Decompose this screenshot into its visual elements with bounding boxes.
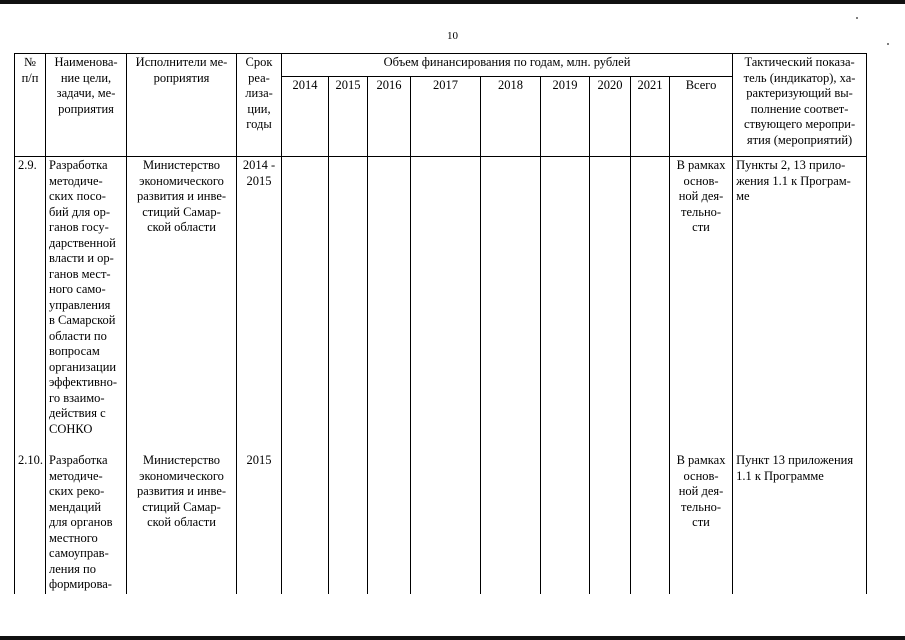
table-row [15,452,867,594]
row-year-cell [481,452,541,594]
row-year-cell [368,452,411,594]
row-year-cell [282,452,329,594]
row-term: 2014 - 2015 [237,157,282,439]
header-year: 2015 [329,77,368,157]
row-year-cell [590,452,631,594]
header-year: 2017 [411,77,481,157]
header-executors: Исполнители ме- роприятия [127,54,237,157]
header-year: 2020 [590,77,631,157]
row-year-cell [631,157,670,439]
header-total: Всего [670,77,733,157]
row-indicator: Пункты 2, 13 прило- жения 1.1 к Програм- ме [733,157,867,439]
row-year-cell [481,157,541,439]
row-total: В рамках основ- ной дея- тельно- сти [670,157,733,439]
row-number: 2.10. [15,452,46,594]
row-year-cell [590,157,631,439]
row-executors: Министерство экономического развития и инве- стиций Самар- ской области [127,452,237,594]
row-year-cell [631,452,670,594]
scan-border-top [0,0,905,4]
header-number: № п/п [15,54,46,157]
row-executors: Министерство экономического развития и инве- стиций Самар- ской области [127,157,237,439]
funding-table [14,53,867,594]
header-year: 2016 [368,77,411,157]
row-year-cell [282,157,329,439]
row-total: В рамках основ- ной дея- тельно- сти [670,452,733,594]
header-indicator: Тактический показа- тель (индикатор), ха- рактеризующий вы- полнение соответ- ствующего меропри- ятия (мероприятий) [733,54,867,157]
scan-speck [856,17,858,19]
header-name: Наименова- ние цели, задачи, ме- роприятия [46,54,127,157]
scan-border-bottom [0,636,905,640]
row-year-cell [368,157,411,439]
header-funding: Объем финансирования по годам, млн. рублей [282,54,733,77]
header-year: 2018 [481,77,541,157]
row-indicator: Пункт 13 приложения 1.1 к Программе [733,452,867,594]
row-name: Разработка методиче- ских посо- бий для ор- ганов госу- дарственной власти и ор- ганов мест- ного само- управления в Самарской области по вопросам организации эффективно- го взаимо- действия с СОНКО [46,157,127,439]
row-year-cell [541,157,590,439]
page-number: 10 [447,30,458,42]
header-term: Срок реа- лиза- ции, годы [237,54,282,157]
row-spacer [15,438,867,452]
row-number: 2.9. [15,157,46,439]
row-year-cell [411,157,481,439]
row-year-cell [329,452,368,594]
row-term: 2015 [237,452,282,594]
header-year: 2021 [631,77,670,157]
scan-speck [887,43,889,45]
row-year-cell [541,452,590,594]
row-year-cell [329,157,368,439]
table-row [15,157,867,439]
row-name: Разработка методиче- ских реко- мендаций для органов местного самоуправ- ления по формирова- [46,452,127,594]
header-year: 2019 [541,77,590,157]
row-year-cell [411,452,481,594]
header-year: 2014 [282,77,329,157]
